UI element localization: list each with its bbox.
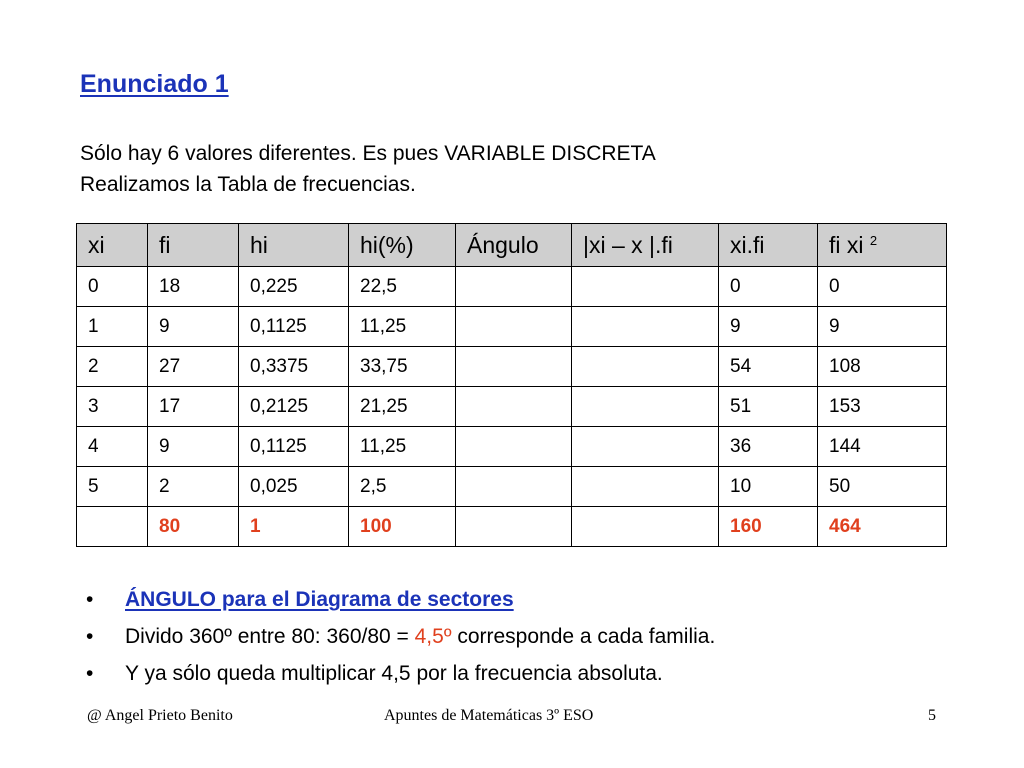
cell-hi: 0,2125 [239,387,349,427]
angle-heading: ÁNGULO para el Diagrama de sectores [125,588,514,611]
cell-abs-deviation [572,307,719,347]
table-row [77,267,947,307]
cell-angulo [456,427,572,467]
table-row [77,347,947,387]
cell-fi: 17 [148,387,239,427]
footer-author: @ Angel Prieto Benito [87,707,233,724]
bullet-item [86,658,715,695]
cell-xi-fi: 54 [719,347,818,387]
totals-row [77,507,947,547]
cell-abs-deviation [572,347,719,387]
cell-xi-fi: 10 [719,467,818,507]
header-angulo: Ángulo [456,224,572,267]
cell-xi-fi: 51 [719,387,818,427]
cell-hi-percent: 11,25 [349,427,456,467]
cell-xi-fi: 36 [719,427,818,467]
cell-abs-deviation [572,267,719,307]
cell-hi: 0,225 [239,267,349,307]
table-row [77,307,947,347]
cell-xi: 5 [77,467,148,507]
superscript-2: 2 [869,232,878,248]
cell-xi: 0 [77,267,148,307]
cell-fi-xi-squared: 153 [818,387,947,427]
cell-hi: 0,1125 [239,307,349,347]
header-xi-fi: xi.fi [719,224,818,267]
angle-result: 4,5º [414,625,452,648]
bullet-item [86,584,715,621]
cell-fi: 18 [148,267,239,307]
cell-xi-fi: 0 [719,267,818,307]
header-fi: fi [148,224,239,267]
cell-abs-deviation [572,467,719,507]
header-fi-xi-label: fi xi [829,231,864,258]
header-hi-percent: hi(%) [349,224,456,267]
cell-xi: 2 [77,347,148,387]
cell-fi: 9 [148,427,239,467]
cell-abs-deviation [572,427,719,467]
total-hi-percent: 100 [349,507,456,547]
cell-angulo [456,267,572,307]
header-xi: xi [77,224,148,267]
total-xi [77,507,148,547]
cell-abs-deviation [572,387,719,427]
bullet-dot: • [86,588,94,611]
table-row [77,467,947,507]
total-angulo [456,507,572,547]
division-text-after: corresponde a cada familia. [451,625,716,648]
page-title: Enunciado 1 [80,70,229,98]
cell-xi: 4 [77,427,148,467]
intro-line-2: Realizamos la Tabla de frecuencias. [80,173,416,196]
header-hi: hi [239,224,349,267]
total-xi-fi: 160 [719,507,818,547]
cell-fi-xi-squared: 144 [818,427,947,467]
total-fi-xi-squared: 464 [818,507,947,547]
cell-hi-percent: 33,75 [349,347,456,387]
cell-xi: 1 [77,307,148,347]
cell-hi-percent: 22,5 [349,267,456,307]
bullet-dot: • [86,625,94,648]
table-row [77,387,947,427]
bullet-list [86,584,715,695]
cell-angulo [456,307,572,347]
cell-hi: 0,3375 [239,347,349,387]
cell-xi-fi: 9 [719,307,818,347]
bullet-dot: • [86,662,94,685]
cell-angulo [456,387,572,427]
cell-angulo [456,347,572,387]
total-hi: 1 [239,507,349,547]
cell-fi: 2 [148,467,239,507]
total-abs-deviation [572,507,719,547]
frequency-table [76,223,947,547]
division-text-before: Divido 360º entre 80: 360/80 = [125,625,415,648]
cell-fi: 27 [148,347,239,387]
cell-fi-xi-squared: 9 [818,307,947,347]
intro-text [80,138,656,200]
header-abs-deviation: |xi – x |.fi [572,224,719,267]
cell-hi-percent: 11,25 [349,307,456,347]
total-fi: 80 [148,507,239,547]
footer-course: Apuntes de Matemáticas 3º ESO [384,707,594,724]
multiply-text: Y ya sólo queda multiplicar 4,5 por la frecuencia absoluta. [125,662,663,685]
cell-hi-percent: 2,5 [349,467,456,507]
table-row [77,427,947,467]
cell-fi-xi-squared: 0 [818,267,947,307]
cell-fi-xi-squared: 108 [818,347,947,387]
intro-line-1: Sólo hay 6 valores diferentes. Es pues VARIABLE DISCRETA [80,142,656,165]
cell-hi: 0,025 [239,467,349,507]
cell-fi: 9 [148,307,239,347]
table-header-row [77,224,947,267]
footer-page-number: 5 [928,707,936,724]
cell-hi: 0,1125 [239,427,349,467]
header-fi-xi-squared [818,224,947,267]
cell-xi: 3 [77,387,148,427]
cell-hi-percent: 21,25 [349,387,456,427]
bullet-item [86,621,715,658]
cell-angulo [456,467,572,507]
cell-fi-xi-squared: 50 [818,467,947,507]
